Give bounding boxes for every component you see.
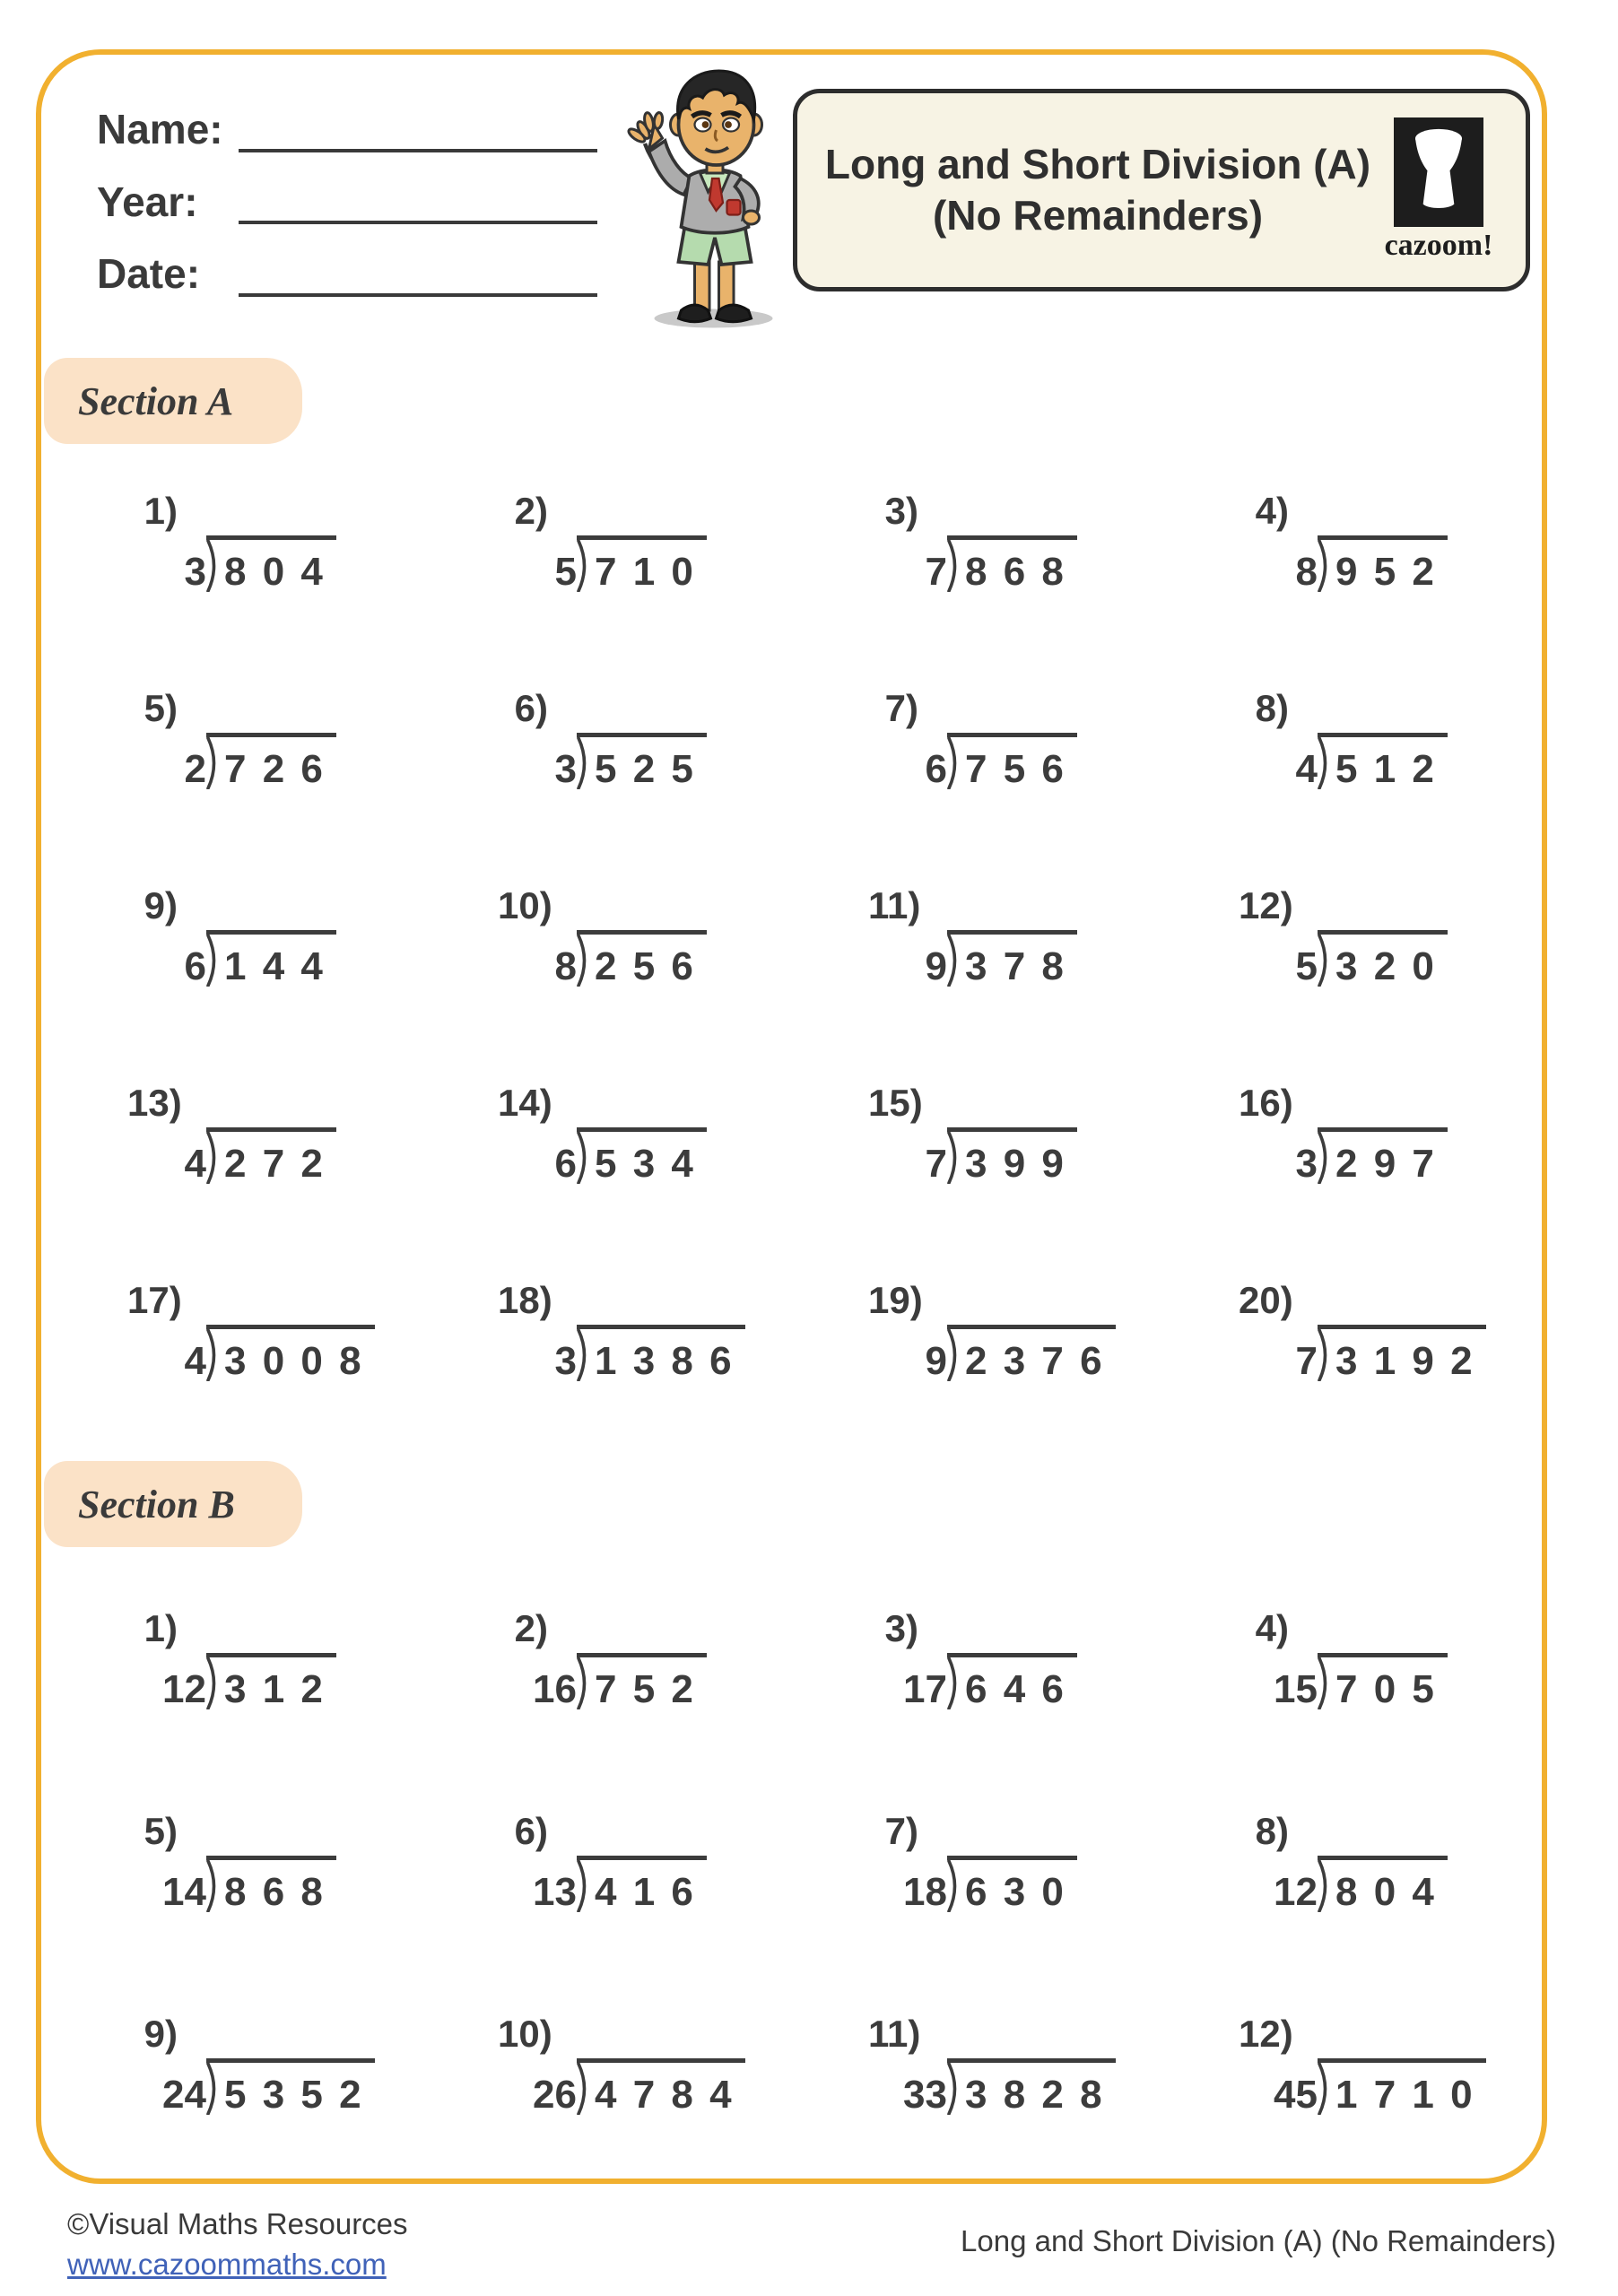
- divisor: 13: [533, 1870, 577, 1915]
- divisor: 12: [1274, 1870, 1318, 1915]
- division-expression: [1266, 2058, 1544, 2117]
- dividend: 5 3 4: [595, 1142, 696, 1187]
- dividend: 4 1 6: [595, 1870, 696, 1915]
- dividend: 8 0 4: [1335, 1870, 1437, 1915]
- divisor: 17: [903, 1667, 947, 1712]
- date-fill-line: [239, 254, 597, 297]
- division-bracket-and-dividend: [206, 1127, 336, 1186]
- divisor: 7: [1295, 1339, 1318, 1384]
- divisor: 26: [533, 2073, 577, 2118]
- division-bracket-icon: [206, 1132, 221, 1184]
- division-bracket-icon: [206, 540, 221, 592]
- problem-number: 12): [1239, 884, 1293, 926]
- section-b-badge: Section B: [44, 1461, 302, 1547]
- worksheet-title-box: [793, 89, 1530, 291]
- division-bracket-and-dividend: [947, 930, 1077, 988]
- dividend: 3 8 2 8: [965, 2073, 1105, 2118]
- dividend: 2 3 7 6: [965, 1339, 1105, 1384]
- problem-number: 6): [514, 1810, 548, 1852]
- division-bracket-and-dividend: [947, 1856, 1077, 1914]
- division-bracket-and-dividend: [577, 733, 707, 791]
- divisor: 9: [925, 944, 947, 989]
- problem-number: 1): [144, 490, 178, 532]
- division-bracket-and-dividend: [1318, 1127, 1448, 1186]
- dividend: 1 4 4: [224, 944, 326, 989]
- division-bracket-and-dividend: [206, 535, 336, 594]
- division-bracket-icon: [577, 540, 591, 592]
- worksheet-title: [824, 139, 1371, 242]
- division-problem: [498, 1083, 868, 1280]
- divisor: 6: [554, 1142, 577, 1187]
- division-problem: [868, 491, 1239, 688]
- division-bracket-and-dividend: [577, 1127, 707, 1186]
- division-bracket-icon: [947, 1860, 961, 1912]
- division-problem: [127, 885, 498, 1083]
- divisor: 2: [184, 747, 206, 792]
- divisor: 3: [554, 1339, 577, 1384]
- footer-worksheet-title: Long and Short Division (A) (No Remainders): [961, 2224, 1556, 2257]
- division-problem: [868, 1608, 1239, 1811]
- division-bracket-and-dividend: [577, 930, 707, 988]
- division-problem: [127, 688, 498, 885]
- division-bracket-and-dividend: [1318, 2058, 1486, 2117]
- divisor: 12: [162, 1667, 206, 1712]
- boy-drawing: [622, 60, 802, 329]
- dividend: 6 4 6: [965, 1667, 1066, 1712]
- problem-number: 3): [884, 490, 918, 532]
- dividend: 8 6 8: [965, 550, 1066, 595]
- division-expression: [525, 1856, 868, 1914]
- divisor: 8: [1295, 550, 1318, 595]
- problem-number: 10): [498, 2013, 552, 2055]
- problem-number: 10): [498, 884, 552, 926]
- division-bracket-and-dividend: [1318, 535, 1448, 594]
- division-bracket-icon: [206, 2063, 221, 2115]
- division-problem: [1239, 1608, 1544, 1811]
- problem-number: 2): [514, 1607, 548, 1649]
- division-problem: [868, 1083, 1239, 1280]
- division-bracket-and-dividend: [577, 1653, 707, 1711]
- footer-credits: [67, 2205, 408, 2284]
- dividend: 3 9 9: [965, 1142, 1066, 1187]
- division-problem: [127, 2013, 498, 2216]
- year-label: Year:: [97, 178, 198, 225]
- divisor: 7: [925, 1142, 947, 1187]
- division-problem: [868, 1280, 1239, 1477]
- division-expression: [895, 1856, 1239, 1914]
- division-expression: [525, 1653, 868, 1711]
- problem-number: 9): [144, 884, 178, 926]
- division-problem: [1239, 2013, 1544, 2216]
- divisor: 3: [184, 550, 206, 595]
- division-expression: [1266, 1856, 1544, 1914]
- division-bracket-icon: [947, 737, 961, 789]
- dividend: 9 5 2: [1335, 550, 1437, 595]
- division-problem: [498, 885, 868, 1083]
- student-boy-illustration: [622, 60, 802, 329]
- dividend: 8 0 4: [224, 550, 326, 595]
- division-expression: [895, 1653, 1239, 1711]
- cazoom-logo-text: cazoom!: [1384, 229, 1493, 262]
- page-footer: [67, 2205, 1556, 2284]
- division-problem: [498, 1608, 868, 1811]
- dividend: 4 7 8 4: [595, 2073, 735, 2118]
- division-problem: [868, 688, 1239, 885]
- division-problem: [127, 1280, 498, 1477]
- problem-number: 9): [144, 2013, 178, 2055]
- divisor: 6: [184, 944, 206, 989]
- dividend: 7 5 6: [965, 747, 1066, 792]
- divisor: 3: [1295, 1142, 1318, 1187]
- division-bracket-and-dividend: [947, 2058, 1116, 2117]
- division-bracket-icon: [947, 935, 961, 987]
- division-problem: [127, 491, 498, 688]
- division-expression: [1266, 1653, 1544, 1711]
- division-bracket-and-dividend: [947, 1127, 1077, 1186]
- division-bracket-and-dividend: [206, 1653, 336, 1711]
- division-bracket-and-dividend: [206, 930, 336, 988]
- division-problem: [1239, 885, 1544, 1083]
- division-problem: [498, 1280, 868, 1477]
- problem-number: 2): [514, 490, 548, 532]
- problem-number: 18): [498, 1279, 552, 1321]
- dividend: 1 3 8 6: [595, 1339, 735, 1384]
- division-bracket-and-dividend: [577, 1856, 707, 1914]
- divisor: 6: [925, 747, 947, 792]
- dividend: 3 0 0 8: [224, 1339, 364, 1384]
- division-bracket-icon: [1318, 2063, 1332, 2115]
- problem-number: 13): [127, 1082, 182, 1124]
- division-bracket-icon: [1318, 935, 1332, 987]
- division-problem: [1239, 688, 1544, 885]
- section-a-problems: [127, 491, 1544, 1477]
- name-field-row: [97, 107, 597, 152]
- division-bracket-and-dividend: [206, 2058, 375, 2117]
- divisor: 9: [925, 1339, 947, 1384]
- dividend: 3 1 9 2: [1335, 1339, 1475, 1384]
- website-link[interactable]: www.cazoommaths.com: [67, 2247, 387, 2281]
- dividend: 8 6 8: [224, 1870, 326, 1915]
- division-problem: [498, 1811, 868, 2013]
- division-bracket-and-dividend: [947, 1325, 1116, 1383]
- divisor: 5: [554, 550, 577, 595]
- dividend: 2 7 2: [224, 1142, 326, 1187]
- division-expression: [525, 1325, 868, 1383]
- division-expression: [525, 2058, 868, 2117]
- division-expression: [895, 535, 1239, 594]
- divisor: 33: [903, 2073, 947, 2118]
- division-bracket-icon: [577, 1860, 591, 1912]
- division-expression: [154, 1127, 498, 1186]
- problem-number: 4): [1255, 1607, 1289, 1649]
- division-bracket-icon: [1318, 1860, 1332, 1912]
- division-bracket-icon: [947, 2063, 961, 2115]
- division-bracket-and-dividend: [1318, 1856, 1448, 1914]
- division-bracket-and-dividend: [206, 1856, 336, 1914]
- division-bracket-icon: [206, 737, 221, 789]
- division-bracket-icon: [577, 2063, 591, 2115]
- division-bracket-and-dividend: [1318, 1325, 1486, 1383]
- problem-number: 8): [1255, 1810, 1289, 1852]
- copyright-text: ©Visual Maths Resources: [67, 2207, 408, 2240]
- problem-number: 6): [514, 687, 548, 729]
- cazoom-logo: [1371, 117, 1506, 263]
- division-bracket-icon: [206, 935, 221, 987]
- problem-number: 12): [1239, 2013, 1293, 2055]
- division-problem: [868, 1811, 1239, 2013]
- problem-number: 5): [144, 1810, 178, 1852]
- division-bracket-icon: [577, 1132, 591, 1184]
- problem-number: 3): [884, 1607, 918, 1649]
- division-bracket-icon: [577, 737, 591, 789]
- division-expression: [154, 1325, 498, 1383]
- dividend: 7 1 0: [595, 550, 696, 595]
- division-bracket-icon: [1318, 1132, 1332, 1184]
- division-expression: [154, 1856, 498, 1914]
- divisor: 24: [162, 2073, 206, 2118]
- student-info-fields: [97, 107, 597, 324]
- division-bracket-and-dividend: [947, 1653, 1077, 1711]
- division-bracket-icon: [947, 1329, 961, 1381]
- dividend: 2 9 7: [1335, 1142, 1437, 1187]
- division-problem: [498, 2013, 868, 2216]
- title-line-2: (No Remainders): [932, 192, 1264, 239]
- year-fill-line: [239, 181, 597, 224]
- division-bracket-and-dividend: [947, 535, 1077, 594]
- problem-number: 17): [127, 1279, 182, 1321]
- title-line-1: Long and Short Division (A): [824, 140, 1371, 187]
- division-bracket-and-dividend: [947, 733, 1077, 791]
- division-expression: [525, 1127, 868, 1186]
- division-expression: [1266, 733, 1544, 791]
- division-bracket-icon: [1318, 1657, 1332, 1709]
- divisor: 4: [184, 1142, 206, 1187]
- problem-number: 4): [1255, 490, 1289, 532]
- problem-number: 7): [884, 1810, 918, 1852]
- division-expression: [895, 2058, 1239, 2117]
- division-bracket-and-dividend: [206, 1325, 375, 1383]
- divisor: 8: [554, 944, 577, 989]
- division-expression: [154, 2058, 498, 2117]
- division-bracket-icon: [1318, 540, 1332, 592]
- problem-number: 15): [868, 1082, 923, 1124]
- division-problem: [127, 1083, 498, 1280]
- dividend: 3 7 8: [965, 944, 1066, 989]
- division-bracket-and-dividend: [1318, 733, 1448, 791]
- dividend: 7 0 5: [1335, 1667, 1437, 1712]
- division-bracket-icon: [947, 540, 961, 592]
- problem-number: 11): [868, 2013, 921, 2055]
- division-bracket-icon: [206, 1329, 221, 1381]
- division-bracket-icon: [577, 935, 591, 987]
- dividend: 3 1 2: [224, 1667, 326, 1712]
- date-label: Date:: [97, 250, 201, 298]
- divisor: 4: [184, 1339, 206, 1384]
- division-bracket-icon: [1318, 1329, 1332, 1381]
- division-expression: [525, 930, 868, 988]
- divisor: 15: [1274, 1667, 1318, 1712]
- division-bracket-and-dividend: [577, 535, 707, 594]
- division-problem: [1239, 1280, 1544, 1477]
- division-problem: [868, 885, 1239, 1083]
- division-expression: [895, 1325, 1239, 1383]
- name-label: Name:: [97, 106, 223, 152]
- divisor: 5: [1295, 944, 1318, 989]
- divisor: 7: [925, 550, 947, 595]
- divisor: 3: [554, 747, 577, 792]
- dividend: 5 1 2: [1335, 747, 1437, 792]
- division-bracket-and-dividend: [1318, 1653, 1448, 1711]
- division-expression: [1266, 1325, 1544, 1383]
- dividend: 7 2 6: [224, 747, 326, 792]
- division-expression: [1266, 930, 1544, 988]
- division-expression: [895, 1127, 1239, 1186]
- name-fill-line: [239, 109, 597, 152]
- problem-number: 20): [1239, 1279, 1293, 1321]
- division-bracket-and-dividend: [206, 733, 336, 791]
- division-expression: [154, 1653, 498, 1711]
- section-a-badge: Section A: [44, 358, 302, 444]
- dividend: 2 5 6: [595, 944, 696, 989]
- problem-number: 14): [498, 1082, 552, 1124]
- problem-number: 1): [144, 1607, 178, 1649]
- division-expression: [525, 733, 868, 791]
- division-bracket-icon: [577, 1329, 591, 1381]
- division-problem: [498, 688, 868, 885]
- division-problem: [1239, 1811, 1544, 2013]
- dividend: 6 3 0: [965, 1870, 1066, 1915]
- division-bracket-icon: [206, 1860, 221, 1912]
- division-expression: [154, 535, 498, 594]
- divisor: 16: [533, 1667, 577, 1712]
- date-field-row: [97, 251, 597, 297]
- division-expression: [1266, 535, 1544, 594]
- division-expression: [895, 930, 1239, 988]
- division-bracket-icon: [947, 1132, 961, 1184]
- divisor: 14: [162, 1870, 206, 1915]
- division-problem: [127, 1811, 498, 2013]
- djembe-drum-icon: [1394, 117, 1483, 227]
- divisor: 18: [903, 1870, 947, 1915]
- problem-number: 5): [144, 687, 178, 729]
- problem-number: 16): [1239, 1082, 1293, 1124]
- division-problem: [868, 2013, 1239, 2216]
- dividend: 3 2 0: [1335, 944, 1437, 989]
- dividend: 1 7 1 0: [1335, 2073, 1475, 2118]
- division-bracket-and-dividend: [577, 2058, 745, 2117]
- section-b-problems: [127, 1608, 1544, 2216]
- year-field-row: [97, 179, 597, 225]
- division-expression: [1266, 1127, 1544, 1186]
- dividend: 5 2 5: [595, 747, 696, 792]
- worksheet-page: [36, 49, 1547, 2184]
- problem-number: 8): [1255, 687, 1289, 729]
- division-problem: [1239, 1083, 1544, 1280]
- division-expression: [525, 535, 868, 594]
- problem-number: 7): [884, 687, 918, 729]
- division-expression: [154, 733, 498, 791]
- divisor: 45: [1274, 2073, 1318, 2118]
- division-bracket-icon: [206, 1657, 221, 1709]
- division-bracket-icon: [1318, 737, 1332, 789]
- division-problem: [127, 1608, 498, 1811]
- division-bracket-icon: [947, 1657, 961, 1709]
- division-problem: [1239, 491, 1544, 688]
- problem-number: 19): [868, 1279, 923, 1321]
- problem-number: 11): [868, 884, 921, 926]
- division-bracket-and-dividend: [1318, 930, 1448, 988]
- division-bracket-and-dividend: [577, 1325, 745, 1383]
- dividend: 7 5 2: [595, 1667, 696, 1712]
- division-expression: [895, 733, 1239, 791]
- division-expression: [154, 930, 498, 988]
- division-bracket-icon: [577, 1657, 591, 1709]
- dividend: 5 3 5 2: [224, 2073, 364, 2118]
- division-problem: [498, 491, 868, 688]
- divisor: 4: [1295, 747, 1318, 792]
